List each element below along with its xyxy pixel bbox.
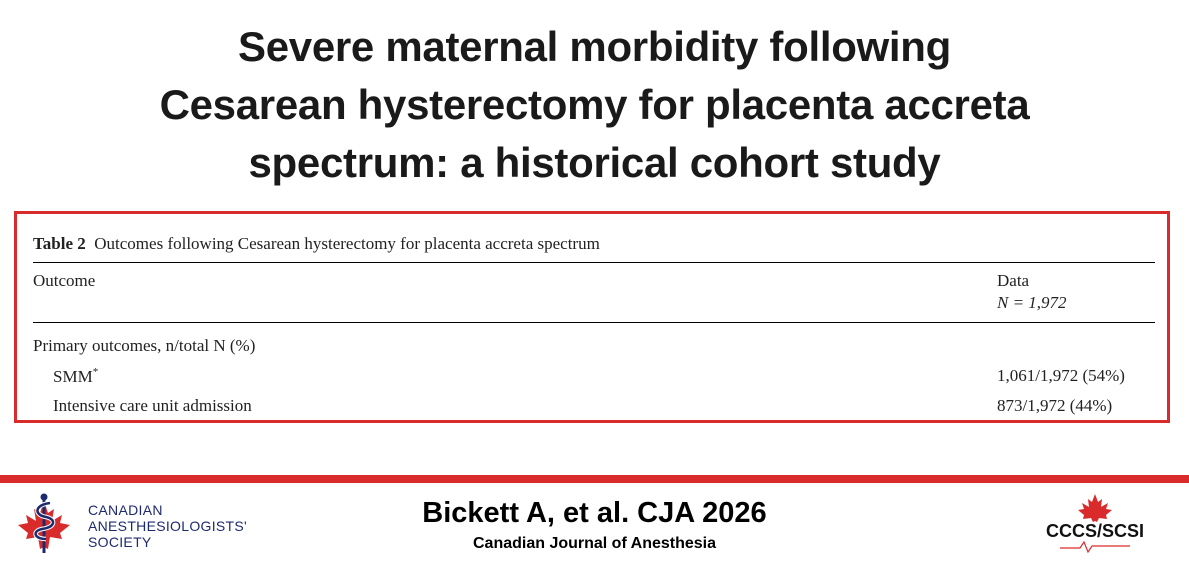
title-line: Severe maternal morbidity following bbox=[238, 23, 951, 70]
journal-name: Canadian Journal of Anesthesia bbox=[472, 535, 716, 552]
table-caption bbox=[33, 234, 600, 254]
cas-logo-line: ANESTHESIOLOGISTS' bbox=[88, 518, 247, 534]
row-label-text: SMM bbox=[53, 367, 93, 386]
row-value-smm: 1,061/1,972 (54%) bbox=[997, 366, 1125, 385]
title-line: Cesarean hysterectomy for placenta accreta bbox=[159, 81, 1030, 128]
table-caption-label: Table 2 bbox=[33, 234, 86, 253]
column-header-data: Data bbox=[997, 271, 1030, 290]
table-rule bbox=[33, 322, 1155, 323]
table-rule bbox=[33, 262, 1155, 263]
footer-bar bbox=[0, 475, 1189, 483]
row-label-smm bbox=[53, 366, 98, 387]
footnote-mark: * bbox=[92, 366, 99, 378]
column-header-outcome: Outcome bbox=[33, 271, 96, 290]
outcomes-table bbox=[14, 211, 1170, 423]
heartbeat-line-icon bbox=[1060, 542, 1130, 552]
table-caption-text: Outcomes following Cesarean hysterectomy for placenta accreta spectrum bbox=[94, 234, 600, 253]
row-label-icu: Intensive care unit admission bbox=[53, 396, 252, 415]
cas-logo-line: SOCIETY bbox=[88, 534, 152, 550]
row-value-icu: 873/1,972 (44%) bbox=[997, 396, 1113, 415]
citation: Bickett A, et al. CJA 2026 bbox=[422, 497, 767, 529]
title-line: spectrum: a historical cohort study bbox=[248, 139, 941, 186]
slide-title bbox=[0, 18, 1189, 192]
column-header-n-text: N = 1,972 bbox=[997, 293, 1067, 312]
cccs-logo-text: CCCS/SCSI bbox=[1045, 521, 1144, 541]
column-header-n bbox=[997, 293, 1067, 313]
maple-leaf-icon bbox=[1078, 494, 1112, 522]
cas-logo-line: CANADIAN bbox=[88, 502, 163, 518]
section-label: Primary outcomes, n/total N (%) bbox=[33, 336, 256, 355]
